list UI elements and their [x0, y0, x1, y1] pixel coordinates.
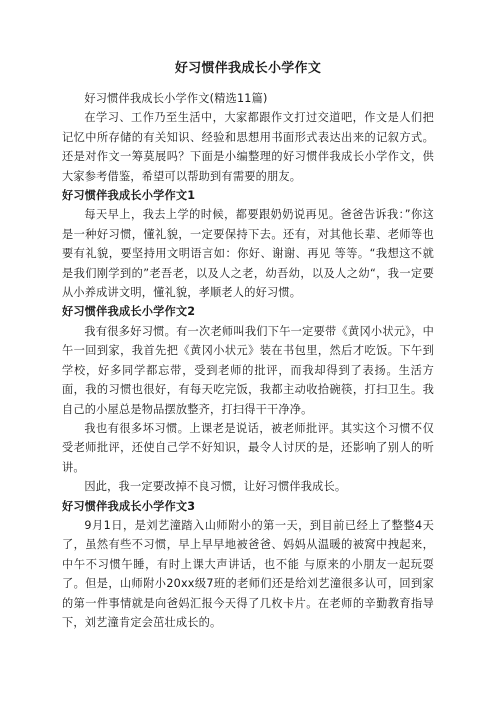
essay-heading-3: 好习惯伴我成长小学作文3: [62, 499, 196, 513]
essay-heading-1: 好习惯伴我成长小学作文1: [62, 189, 196, 203]
essay-2-paragraph: 我也有很多坏习惯。上课老是说话，被老师批评。其实这个习惯不仅受老师批评，还使自己学不好知识，最令人讨厌的是，还影响了别人的听讲。: [62, 421, 434, 474]
essay-section-3: [62, 497, 434, 633]
intro-subtitle: 好习惯伴我成长小学作文(精选11篇): [84, 92, 268, 105]
intro-paragraph: 在学习、工作乃至生活中，大家都跟作文打过交道吧，作文是人们把记忆中所存储的有关知识、经验和思想用书面形式表达出来的记叙方式。还是对作文一筹莫展吗？下面是小编整理的好习惯伴我成长小学作文，供大家参考借鉴，希望可以帮助到有需要的朋友。: [62, 111, 434, 183]
document-title: 好习惯伴我成长小学作文: [174, 61, 322, 76]
essay-2-paragraph: 因此，我一定要改掉不良习惯，让好习惯伴我成长。: [84, 480, 347, 494]
essay-section-2: [62, 302, 434, 496]
essay-2-paragraph: 我有很多好习惯。有一次老师叫我们下午一定要带《黄冈小状元》，中午一回到家，我首先把《黄冈小状元》装在书包里，然后才吃饭。下午到学校，好多同学都忘带，受到老师的批评，而我却得到了表扬。生活方面，我的习惯也很好，有每天吃完饭，我都主动收拾碗筷，打扫卫生。我自己的小屋总是物品摆放整齐，打扫得干干净净。: [62, 324, 434, 416]
essay-3-paragraph: 9月1日，是刘艺潼踏入山师附小的第一天，到目前已经上了整整4天了，虽然有些不习惯，早上早早地被爸爸、妈妈从温暖的被窝中拽起来，中午不习惯午睡，有时上课大声讲话，也不能 与原来的小朋友一起玩耍了。但是，山师附小20xx级7班的老师们还是给刘艺潼很多认可，回到家的第一件事情就是向爸妈汇报今天得了几枚卡片。在老师的辛勤教育指导下，刘艺潼肯定会茁壮成长的。: [62, 518, 434, 629]
essay-1-paragraph: 每天早上，我去上学的时候，都要跟奶奶说再见。爸爸告诉我：”你这是一种好习惯，懂礼貌，一定要保持下去。还有，对其他长辈、老师等也要有礼貌，要坚持用文明语言如：你好、谢谢、再见 等等。“我想这不就是我们刚学到的”老吾老，以及人之老，幼吾幼，以及人之幼“，我一定要从小养成讲文明，懂礼貌，孝顺老人的好习惯。: [62, 208, 434, 300]
essay-heading-2: 好习惯伴我成长小学作文2: [62, 305, 196, 319]
essay-section-1: [62, 186, 434, 302]
